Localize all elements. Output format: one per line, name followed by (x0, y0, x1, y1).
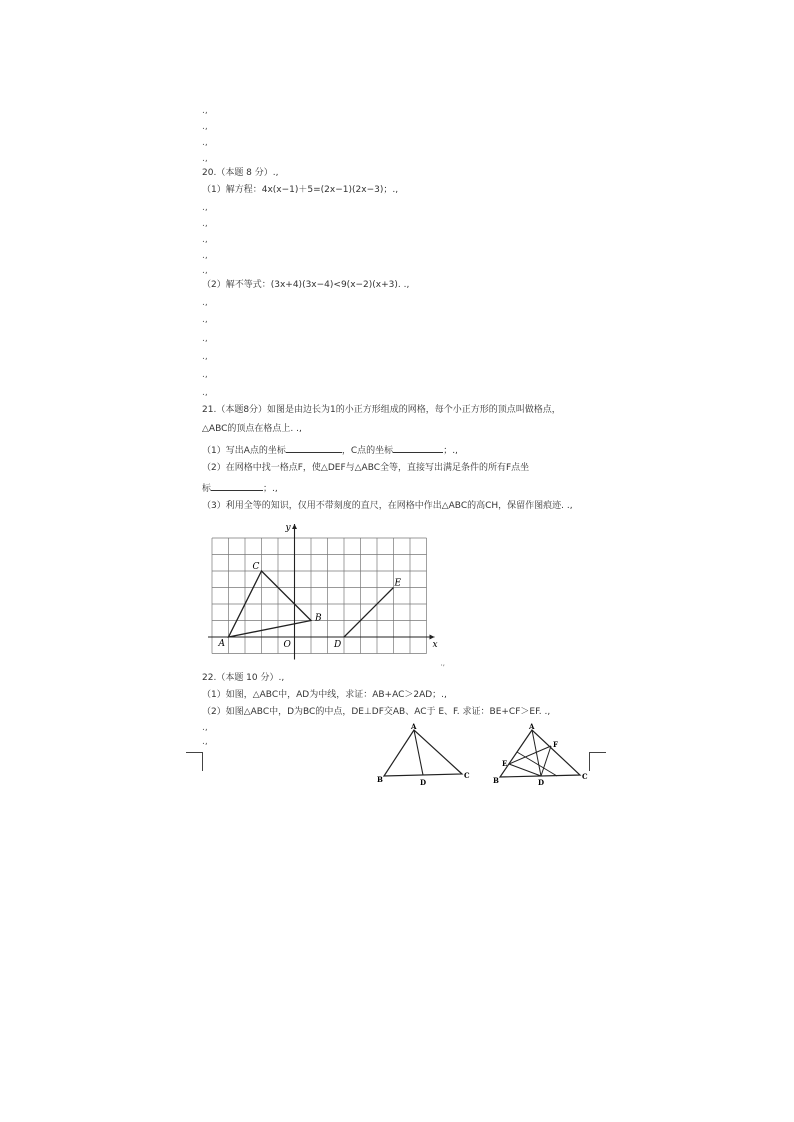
paragraph-mark: ., (202, 203, 208, 213)
paragraph-mark: ., (202, 235, 208, 245)
paragraph-mark: ., (202, 106, 208, 116)
paragraph-mark: ., (202, 723, 208, 733)
q20-part2: （2）解不等式：(3x+4)(3x−4)<9(x−2)(x+3). ., (202, 280, 410, 290)
q21-part2-text-c: ；., (263, 484, 278, 494)
paragraph-mark: ., (202, 370, 208, 380)
q21-header: 21.（本题8分）如图是由边长为1的小正方形组成的网格，每个小正方形的顶点叫做格点， (202, 405, 561, 415)
triangle-figure-2 (490, 722, 594, 788)
label-c: C (582, 772, 588, 781)
x-axis-arrow (430, 635, 435, 640)
q22-part2: （2）如图△ABC中，D为BC的中点，DE⊥DF交AB、AC于 E、F. 求证：BE+CF＞EF. ., (202, 707, 551, 717)
paragraph-mark: ., (202, 138, 208, 148)
paragraph-mark: ., (202, 315, 208, 325)
point-label-d: D (334, 640, 342, 650)
point-label-a: A (218, 639, 225, 649)
label-b: B (493, 776, 499, 785)
q21-part2: （2）在网格中找一格点F，使△DEF与△ABC全等，直接写出满足条件的所有F点坐 (202, 463, 530, 473)
label-d: D (420, 778, 427, 787)
q20-header: 20.（本题 8 分）., (202, 168, 279, 178)
coordinate-grid-figure (196, 512, 466, 678)
q21-part1-text-c: ；., (443, 446, 458, 456)
triangle-abc (384, 730, 462, 776)
point-label-c: C (252, 562, 260, 572)
y-axis-label: y (285, 523, 291, 533)
q21-part2-text-b: 标 (202, 484, 212, 494)
paragraph-mark: ., (202, 251, 208, 261)
q21-part1 (202, 443, 458, 457)
point-label-e: E (394, 578, 402, 589)
label-d: D (538, 778, 545, 787)
paragraph-mark: ., (202, 388, 208, 398)
q21-part2-line2 (202, 481, 278, 495)
q21-part1-text-b: ，C点的坐标 (341, 446, 394, 456)
segment-de (344, 588, 394, 638)
label-f: F (553, 740, 558, 749)
segment-de (509, 764, 541, 776)
answer-blank-a[interactable] (286, 443, 342, 453)
paragraph-mark: ., (202, 737, 208, 747)
label-e: E (502, 759, 508, 768)
paragraph-mark: ., (202, 334, 208, 344)
label-a: A (529, 722, 535, 731)
paragraph-mark: ., (202, 219, 208, 229)
q22-header: 22.（本题 10 分）., (202, 673, 285, 683)
q20-part1: （1）解方程：4x(x−1)＋5=(2x−1)(2x−3)；., (202, 185, 399, 195)
point-label-b: B (315, 613, 322, 624)
label-b: B (377, 775, 383, 784)
label-c: C (464, 771, 470, 780)
triangle-figure-1 (372, 722, 478, 788)
page-corner-mark-left (186, 752, 203, 771)
q22-part1: （1）如图，△ABC中，AD为中线，求证：AB+AC＞2AD；., (202, 690, 447, 700)
y-axis-arrow (292, 524, 297, 529)
paragraph-mark: ., (202, 352, 208, 362)
answer-blank-f[interactable] (211, 481, 263, 491)
paragraph-mark: ., (440, 659, 445, 668)
origin-label: O (283, 640, 291, 650)
q21-part3: （3）利用全等的知识，仅用不带刻度的直尺，在网格中作出△ABC的高CH，保留作图痕迹. ., (202, 501, 573, 511)
q21-header-line2: △ABC的顶点在格点上. ., (202, 424, 302, 434)
paragraph-mark: ., (202, 122, 208, 132)
x-axis-label: x (432, 640, 438, 650)
answer-blank-c[interactable] (393, 443, 443, 453)
label-a: A (411, 722, 417, 731)
paragraph-mark: ., (202, 266, 208, 276)
paragraph-mark: ., (202, 154, 208, 164)
q21-part1-text-a: （1）写出A点的坐标 (202, 446, 286, 456)
paragraph-mark: ., (202, 298, 208, 308)
